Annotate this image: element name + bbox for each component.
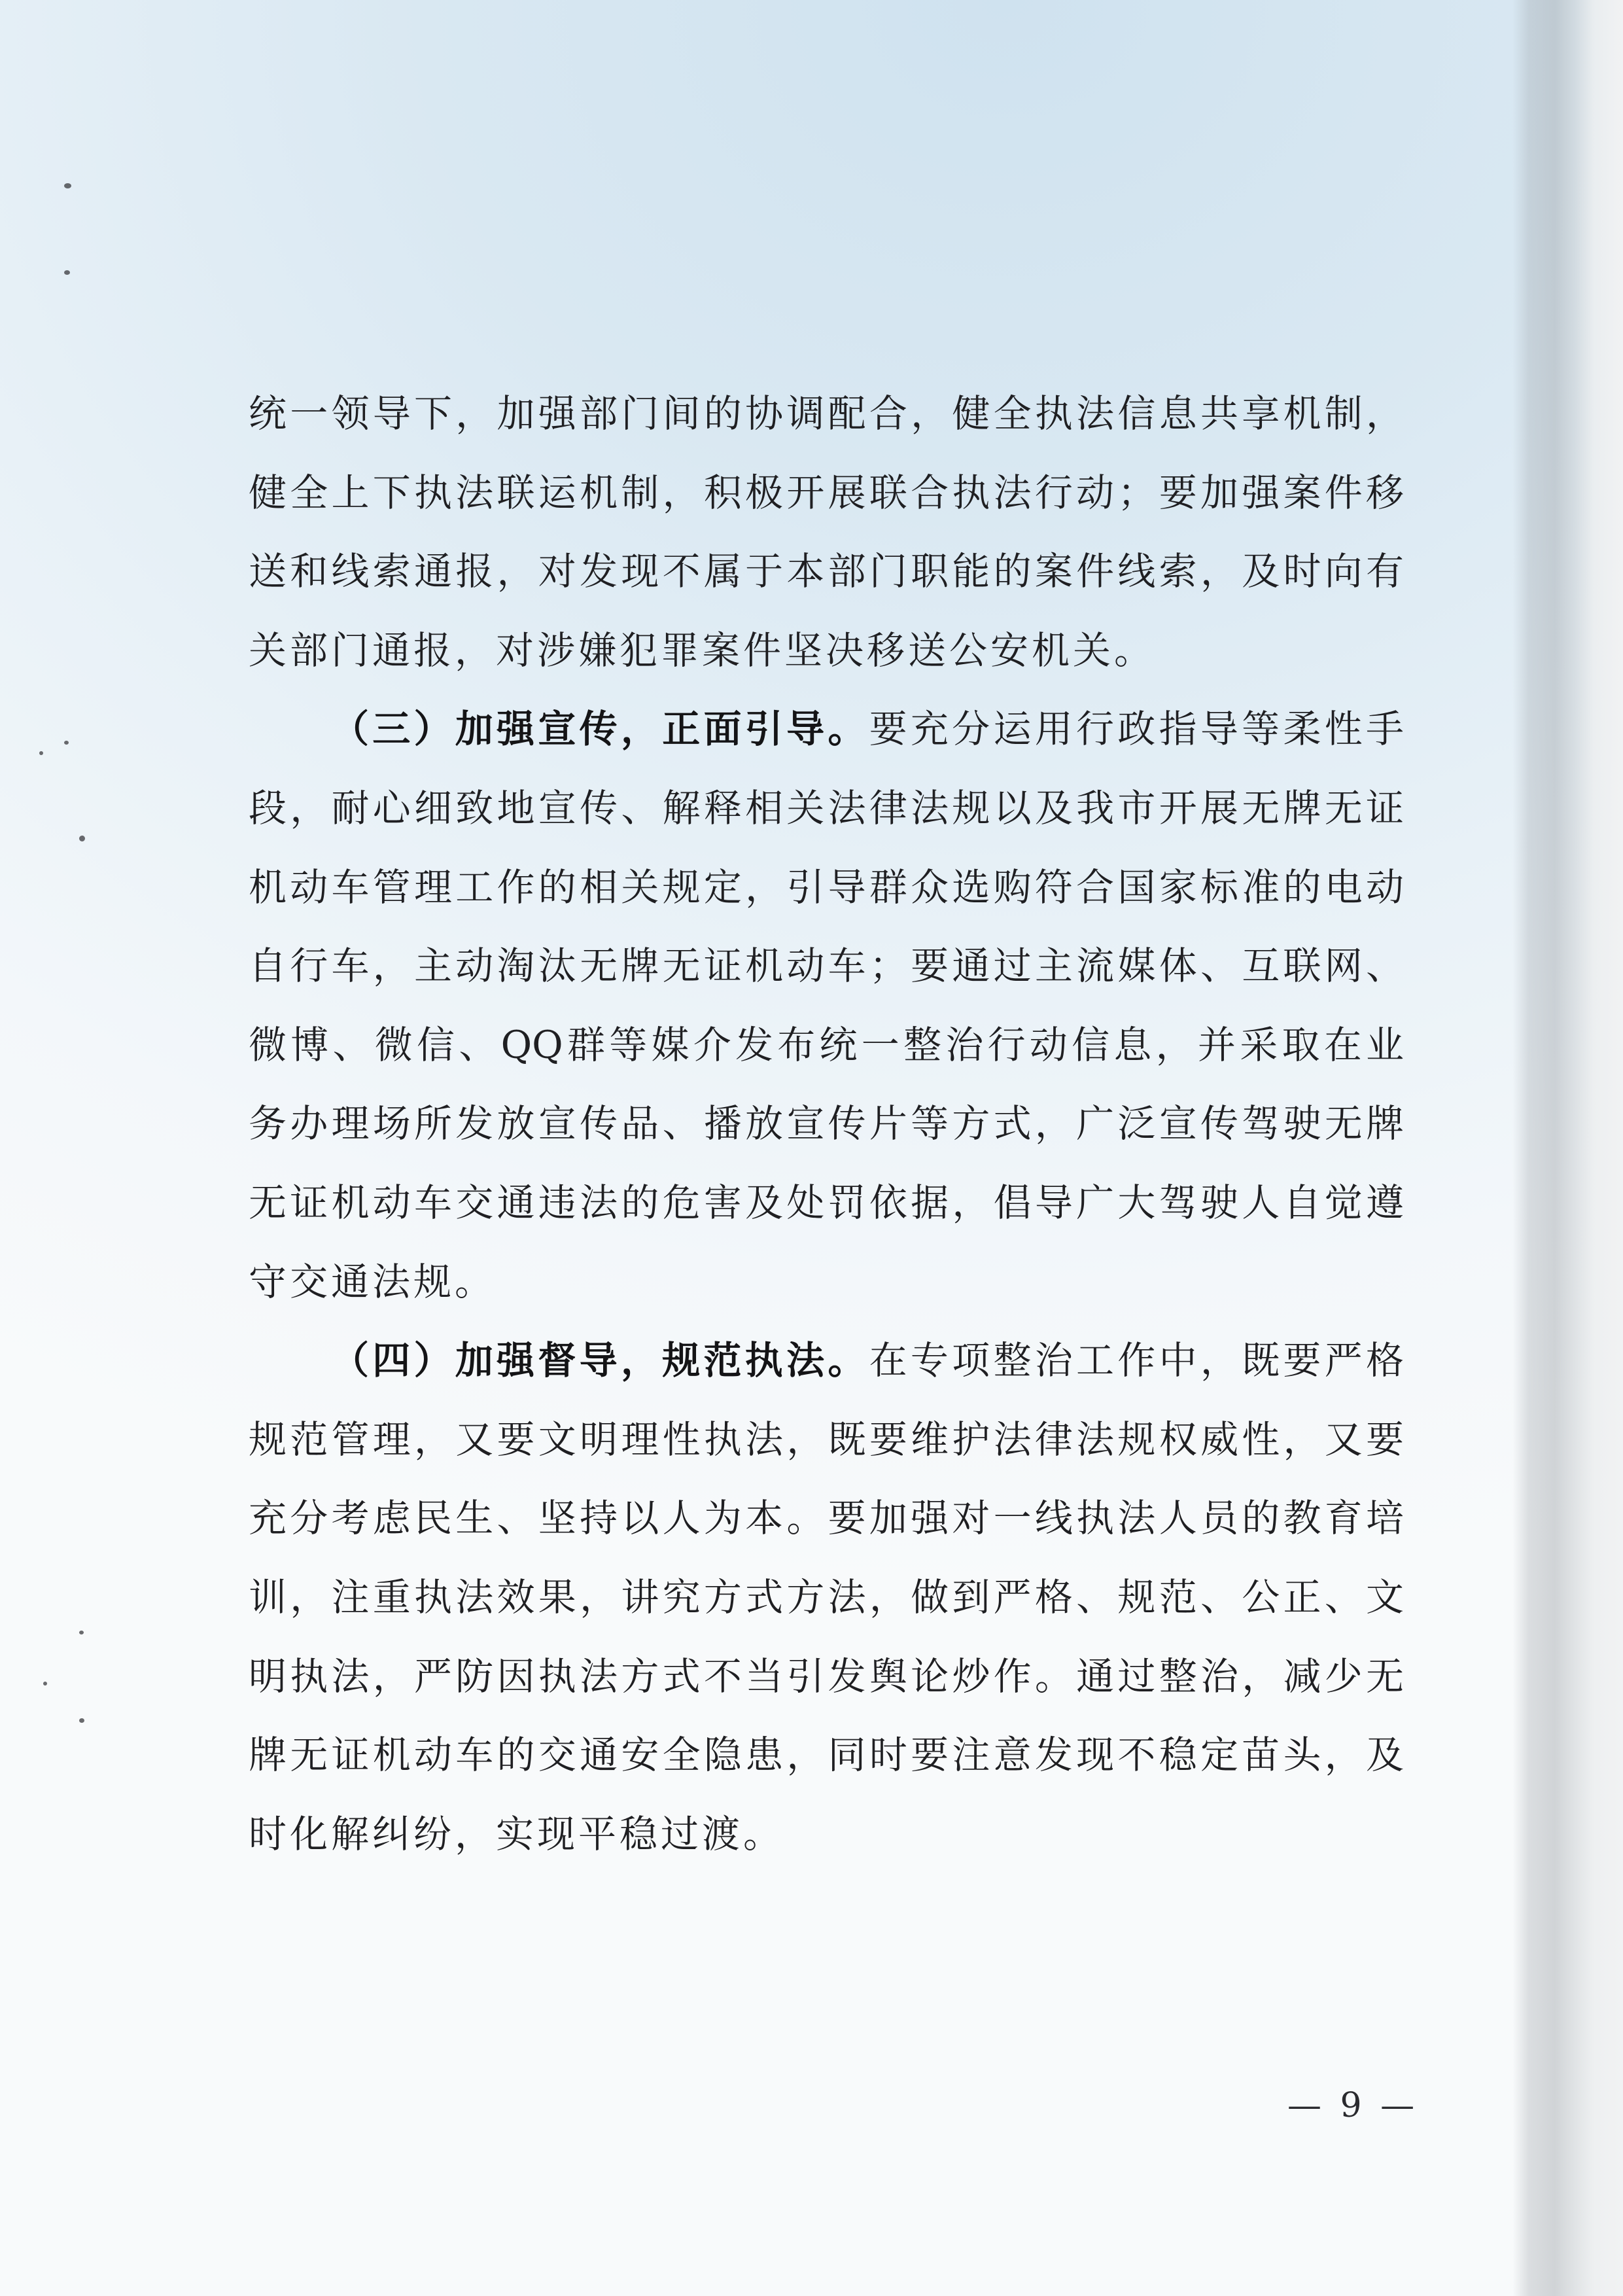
text-line: 统一领导下，加强部门间的协调配合，健全执法信息共享机制，: [249, 391, 1404, 436]
scan-artifact: [64, 183, 71, 188]
text-segment: 在专项整治工作中，既要严格: [869, 1338, 1404, 1383]
text-line: 微博、微信、QQ群等媒介发布统一整治行动信息，并采取在业: [249, 1022, 1404, 1067]
text-line: 健全上下执法联运机制，积极开展联合执法行动；要加强案件移: [249, 470, 1404, 515]
text-line: 机动车管理工作的相关规定，引导群众选购符合国家标准的电动: [249, 864, 1404, 910]
text-line: 时化解纠纷，实现平稳过渡。: [249, 1811, 785, 1856]
text-segment: 要充分运用行政指导等柔性手: [869, 707, 1404, 752]
scan-artifact: [64, 741, 69, 745]
scan-artifact: [43, 1682, 47, 1686]
text-line: 明执法，严防因执法方式不当引发舆论炒作。通过整治，减少无: [249, 1653, 1404, 1699]
section-heading-3: （三）加强宣传，正面引导。: [331, 707, 869, 752]
section-heading-4: （四）加强督导，规范执法。: [331, 1338, 869, 1383]
body-text: [249, 374, 1404, 1873]
scan-artifact: [39, 751, 43, 755]
scan-artifact: [79, 1718, 84, 1723]
text-line: 无证机动车交通违法的危害及处罚依据，倡导广大驾驶人自觉遵: [249, 1180, 1404, 1225]
page-number: — 9 —: [1287, 2086, 1419, 2125]
text-line: 充分考虑民生、坚持以人为本。要加强对一线执法人员的教育培: [249, 1496, 1404, 1541]
text-line: 送和线索通报，对发现不属于本部门职能的案件线索，及时向有: [249, 549, 1404, 594]
paragraph-start-line: [249, 1321, 1404, 1400]
scan-artifact: [64, 270, 70, 275]
text-line: 训，注重执法效果，讲究方式方法，做到严格、规范、公正、文: [249, 1574, 1404, 1619]
text-line: 牌无证机动车的交通安全隐患，同时要注意发现不稳定苗头，及: [249, 1733, 1404, 1778]
scan-artifact: [79, 1631, 84, 1634]
text-line: 段，耐心细致地宣传、解释相关法律法规以及我市开展无牌无证: [249, 785, 1404, 830]
text-line: 关部门通报，对涉嫌犯罪案件坚决移送公安机关。: [249, 627, 1156, 673]
text-line: 自行车，主动淘汰无牌无证机动车；要通过主流媒体、互联网、: [249, 944, 1404, 989]
text-line: 守交通法规。: [249, 1259, 497, 1304]
text-line: 务办理场所发放宣传品、播放宣传片等方式，广泛宣传驾驶无牌: [249, 1101, 1404, 1146]
text-line: 规范管理，又要文明理性执法，既要维护法律法规权威性，又要: [249, 1417, 1404, 1462]
paragraph-start-line: [249, 690, 1404, 769]
scan-artifact: [79, 836, 85, 841]
